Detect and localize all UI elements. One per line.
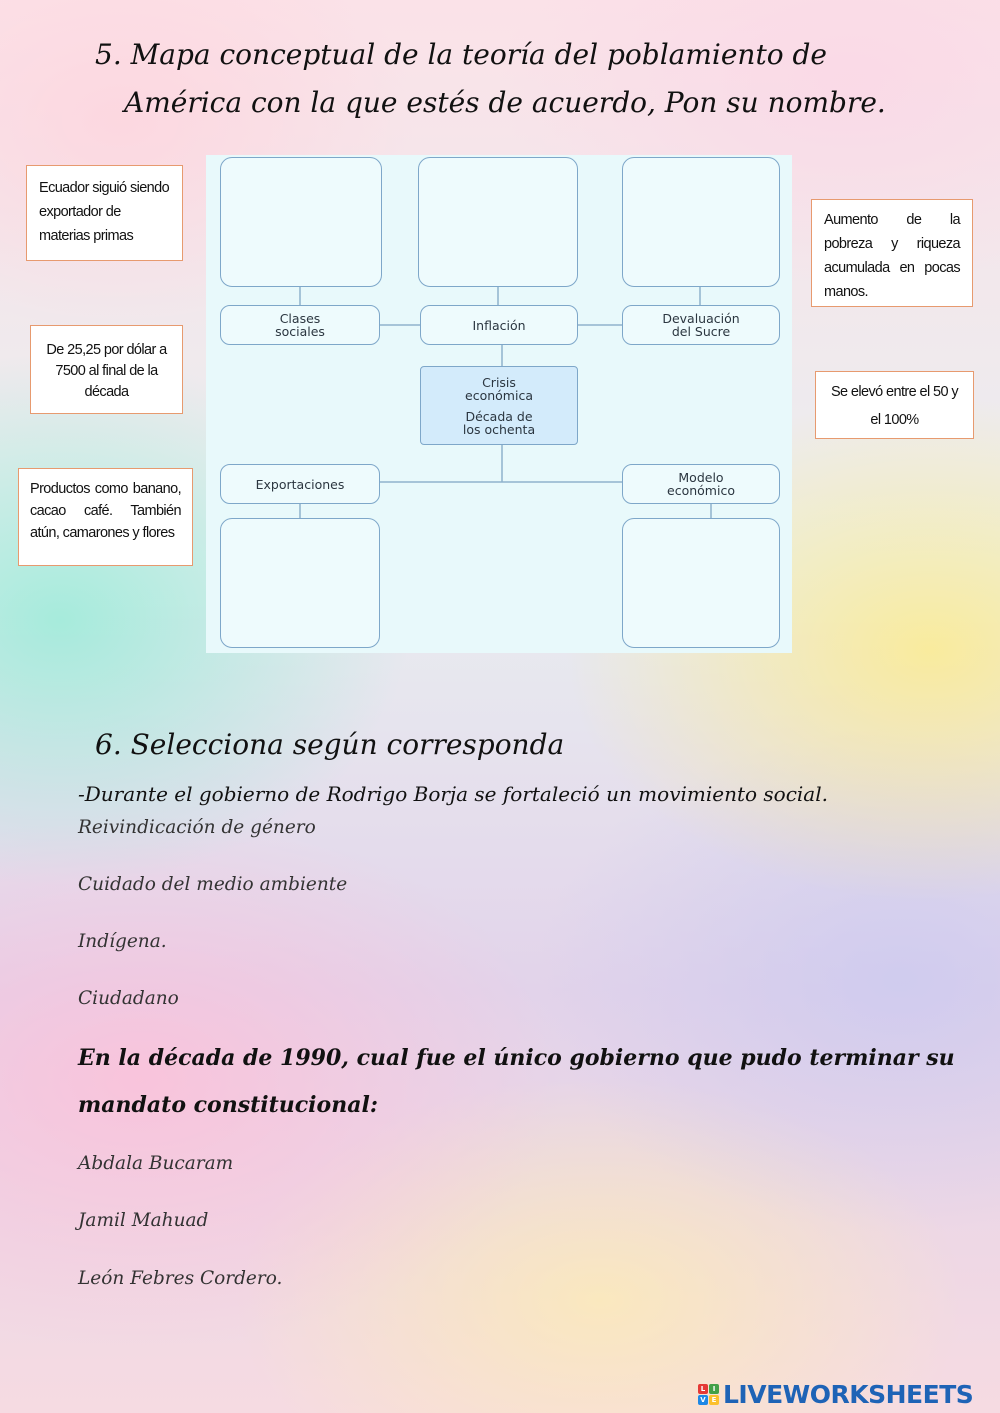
concept-devaluacion-sucre: Devaluación del Sucre [622, 305, 780, 345]
logo-tile: I [709, 1384, 719, 1394]
drop-zone-exportaciones[interactable] [220, 518, 380, 648]
question-borja: -Durante el gobierno de Rodrigo Borja se fortaleció un movimiento social. [78, 782, 828, 806]
answer-card-exportador[interactable] [26, 165, 183, 261]
drop-zone-modelo[interactable] [622, 518, 780, 648]
section5-title-line2: América con la que estés de acuerdo, Pon su nombre. [124, 86, 886, 119]
section5-title-line1: 5. Mapa conceptual de la teoría del poblamiento de [95, 38, 827, 71]
answer-card-text: Aumento de la pobreza y riqueza acumulada en pocas manos. [824, 212, 960, 300]
answer-card-text: Se elevó entre el 50 y el 100% [830, 384, 959, 428]
answer-card-elevo[interactable] [815, 371, 974, 439]
drop-zone-devaluacion[interactable] [622, 157, 780, 287]
concept-modelo-economico: Modelo económico [622, 464, 780, 504]
drop-zone-clases[interactable] [220, 157, 382, 287]
concept-crisis-decade: Década de los ochenta [462, 408, 536, 437]
question-1990-line2: mandato constitucional: [78, 1092, 378, 1118]
answer-card-text: De 25,25 por dólar a 7500 al final de la década [46, 342, 167, 400]
answer-card-dolar[interactable] [30, 325, 183, 414]
liveworksheets-wordmark: LIVEWORKSHEETS [723, 1379, 974, 1409]
option-jamil-mahuad[interactable]: Jamil Mahuad [78, 1210, 209, 1231]
answer-card-text: Productos como banano, cacao café. También atún, camarones y flores [30, 481, 181, 541]
concept-clases-sociales: Clases sociales [220, 305, 380, 345]
option-leon-febres-cordero[interactable]: León Febres Cordero. [78, 1268, 283, 1289]
answer-card-productos[interactable] [18, 468, 193, 566]
logo-tile: E [709, 1395, 719, 1405]
concept-crisis-economica [420, 366, 578, 445]
option-reivindicacion-genero[interactable]: Reivindicación de género [78, 817, 316, 838]
option-ciudadano[interactable]: Ciudadano [78, 988, 179, 1009]
logo-tile: L [698, 1384, 708, 1394]
concept-map [206, 155, 792, 653]
concept-crisis-title: Crisis económica [465, 374, 533, 403]
answer-card-pobreza[interactable] [811, 199, 973, 307]
option-abdala-bucaram[interactable]: Abdala Bucaram [78, 1153, 234, 1174]
option-indigena[interactable]: Indígena. [78, 931, 167, 952]
section6-title: 6. Selecciona según corresponda [95, 728, 565, 761]
concept-inflacion: Inflación [420, 305, 578, 345]
liveworksheets-logo[interactable] [698, 1378, 973, 1410]
option-medio-ambiente[interactable]: Cuidado del medio ambiente [78, 874, 348, 895]
concept-exportaciones: Exportaciones [220, 464, 380, 504]
answer-card-text: Ecuador siguió siendo exportador de materias primas [39, 180, 170, 244]
liveworksheets-icon [698, 1384, 719, 1405]
drop-zone-inflacion[interactable] [418, 157, 578, 287]
question-1990-line1: En la década de 1990, cual fue el único gobierno que pudo terminar su [78, 1045, 955, 1071]
logo-tile: V [698, 1395, 708, 1405]
